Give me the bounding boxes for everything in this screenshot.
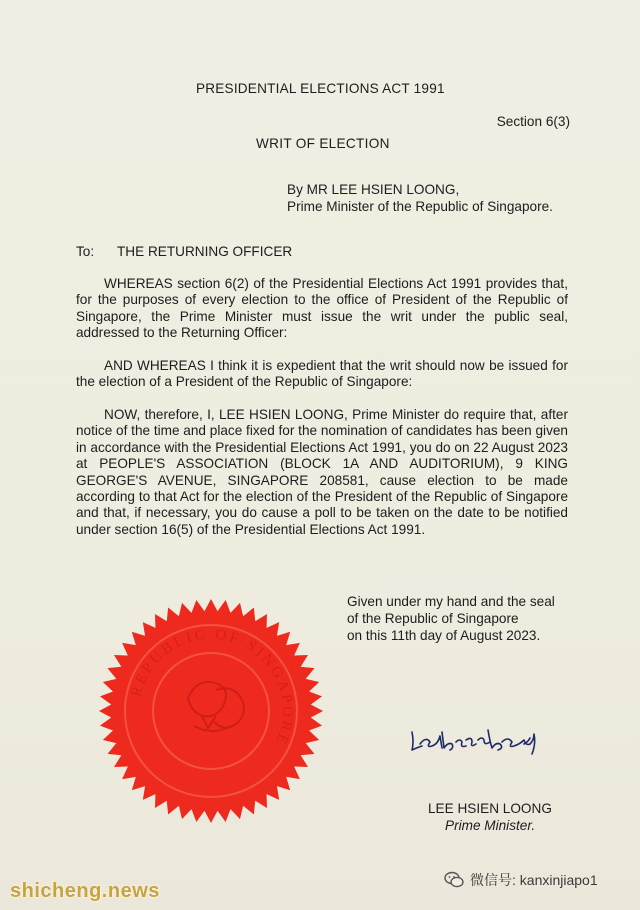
given-line-2: of the Republic of Singapore [347,611,519,626]
watermark-left: shicheng.news [10,880,160,902]
whereas-paragraph: WHEREAS section 6(2) of the Presidential Elections Act 1991 provides that, for the purposes of every election to the office of President of the Republic of Singapore, the Prime Minister must issue the writ under the public seal, addressed to the Returning Officer: [76,276,568,341]
watermark-right [444,870,598,890]
addressee-value: THE RETURNING OFFICER [117,244,293,259]
signature-image [404,718,544,762]
now-therefore-paragraph: NOW, therefore, I, LEE HSIEN LOONG, Prime Minister do require that, after notice of the time and place fixed for the nomination of candidates has been given in accordance with the Presidential Elections Act 1991, you do on 22 August 2023 at PEOPLE'S ASSOCIATION (BLOCK 1A AND AUDITORIUM), 9 KING GEORGE'S AVENUE, SINGAPORE 208581, cause election to be made according to that Act for the election of the President of the Republic of Singapore and that, if necessary, you do cause a poll to be taken on the date to be notified under section 16(5) of the Presidential Elections Act 1991. [76,407,568,537]
given-line-1: Given under my hand and the seal [347,594,555,609]
section-reference: Section 6(3) [496,114,570,129]
given-under-hand-block [347,593,555,644]
signer-role: Prime Minister. [445,818,536,833]
wechat-icon [444,871,464,889]
public-seal [98,598,324,824]
signer-name: LEE HSIEN LOONG [428,801,552,816]
issuer-title-line: Prime Minister of the Republic of Singapore. [287,199,553,214]
writ-title: WRIT OF ELECTION [256,136,390,151]
and-whereas-paragraph: AND WHEREAS I think it is expedient that the writ should now be issued for the election of a President of the Republic of Singapore: [76,358,568,390]
watermark-right-text: 微信号: kanxinjiapo1 [470,872,598,888]
act-title: PRESIDENTIAL ELECTIONS ACT 1991 [196,81,445,96]
issuer-by-line: By MR LEE HSIEN LOONG, [287,182,460,197]
addressee-label: To: [76,244,95,259]
seal-inscription: REPUBLIC OF SINGAPORE [128,626,296,749]
given-line-3: on this 11th day of August 2023. [347,628,541,643]
